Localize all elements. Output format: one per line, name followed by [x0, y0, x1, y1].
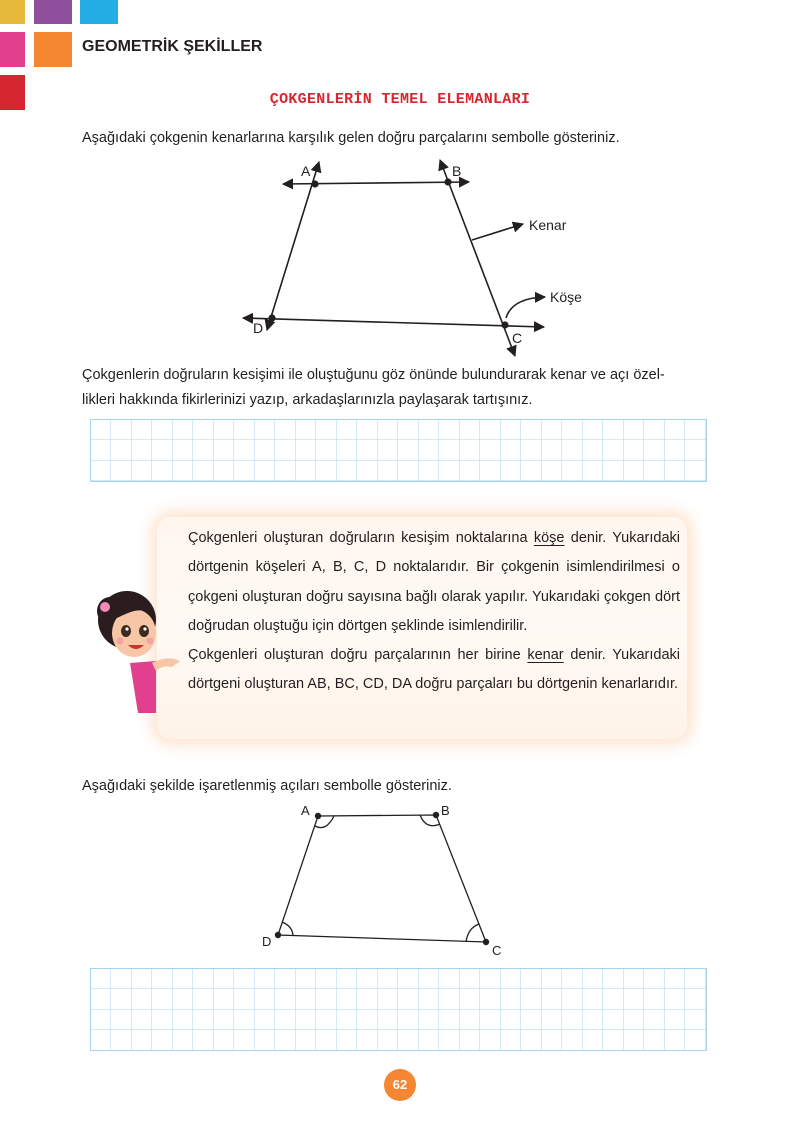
- label2-c: C: [492, 943, 502, 958]
- section-title: ÇOKGENLERİN TEMEL ELEMANLARI: [269, 91, 531, 108]
- info-p1-start: Çokgenleri oluşturan doğruların kesişim noktalarına: [188, 530, 534, 546]
- label2-d: D: [262, 934, 272, 949]
- quadrilateral-abcd: [278, 815, 486, 942]
- angle-d-arc: [282, 922, 293, 935]
- point2-b: [433, 812, 439, 818]
- info-p2-start: Çokgenleri oluşturan doğru parçalarının her birine: [188, 647, 528, 664]
- label2-b: B: [441, 803, 450, 818]
- label-kenar: Kenar: [529, 217, 567, 233]
- info-term-kose: köşe: [533, 530, 565, 546]
- point2-d: [275, 932, 281, 938]
- point2-c: [483, 939, 489, 945]
- info-p1-end: denir. Yukarıdaki dörtgenin köşeleri A, B, C, D noktalarıdır. Bir çokgenin isimlendirilmesi o çokgeni oluşturan doğru sayısına bağlı olarak yapılır. Yukarıdaki çokgen dört doğrudan oluştuğu için dörtgen şeklinde isimlendirilir.: [188, 530, 680, 634]
- chapter-title: GEOMETRİK ŞEKİLLER: [82, 38, 263, 55]
- label-b: B: [452, 163, 462, 179]
- label-c: C: [512, 330, 523, 346]
- point2-a: [315, 813, 321, 819]
- label-kose: Köşe: [550, 289, 582, 305]
- discussion-line2: likleri hakkında fikirlerinizi yazıp, arkadaşlarınızla paylaşarak tartışınız.: [82, 392, 533, 408]
- label-d: D: [253, 320, 264, 336]
- exercise1-instruction: Aşağıdaki çokgenin kenarlarına karşılık gelen doğru parçalarını sembolle gösteriniz.: [82, 130, 620, 146]
- label2-a: A: [301, 803, 310, 818]
- info-p2-end: denir. Yukarıdaki dörtgeni oluşturan AB, BC, CD, DA doğru parçaları bu dörtgenin kenarlarıdır.: [188, 647, 680, 693]
- page-number: 62: [384, 1069, 416, 1101]
- angle-c-arc: [466, 924, 479, 942]
- info-term-kenar: kenar: [527, 647, 564, 664]
- exercise2-instruction: Aşağıdaki şekilde işaretlenmiş açıları sembolle gösteriniz.: [82, 778, 452, 794]
- discussion-line1: Çokgenlerin doğruların kesişimi ile oluştuğunu göz önünde bulundurarak kenar ve açı özel-: [82, 367, 665, 383]
- label-a: A: [301, 163, 311, 179]
- writing-grid-2[interactable]: [90, 968, 708, 1052]
